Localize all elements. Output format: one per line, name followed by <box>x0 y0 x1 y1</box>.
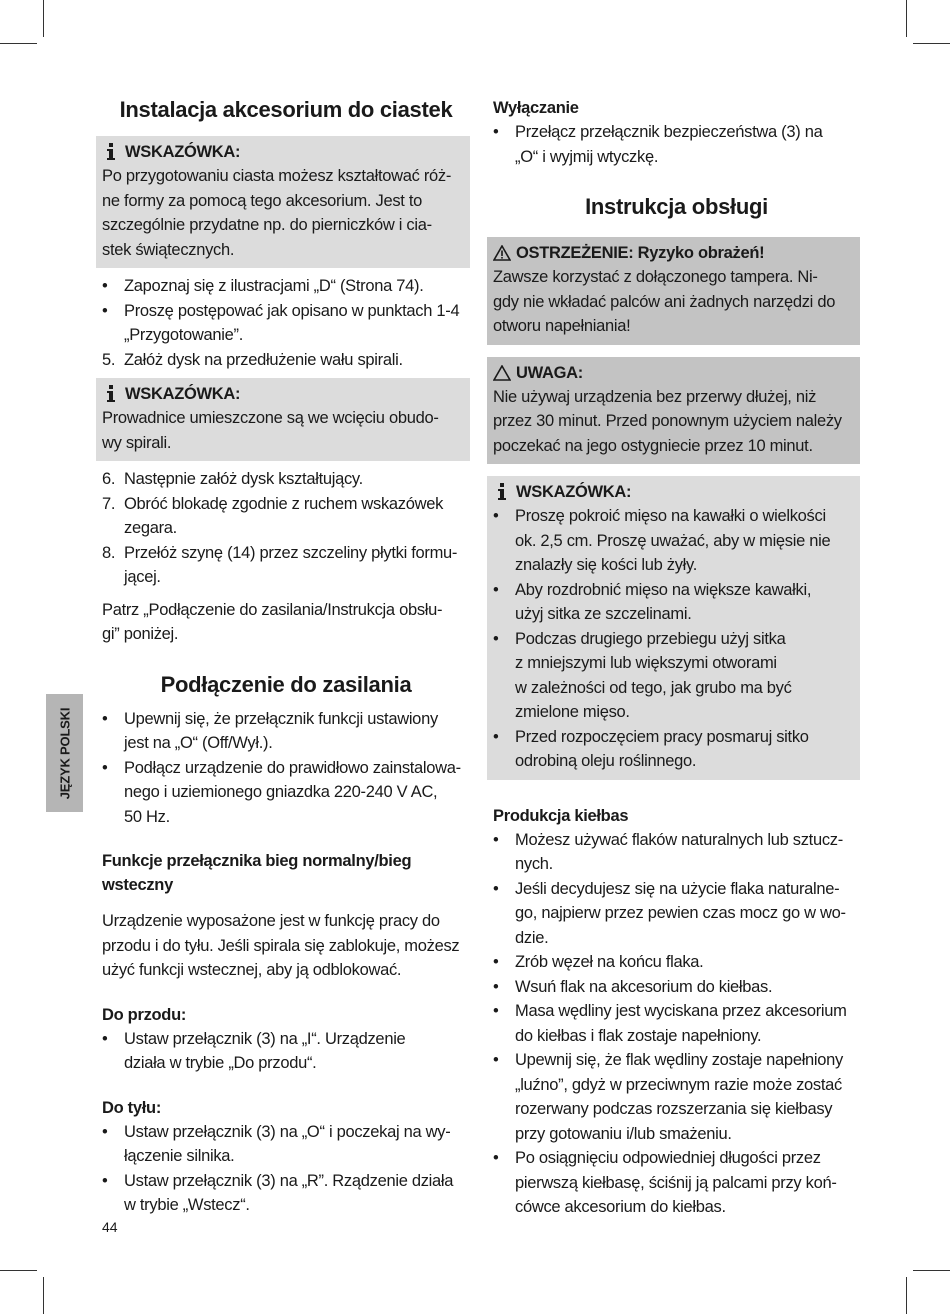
list-marker: • <box>493 629 499 648</box>
list-marker: 6. <box>102 470 116 488</box>
list-item-line: „luźno”, gdyż w przeciwnym razie może zostać <box>515 1075 842 1094</box>
list-marker: • <box>493 879 499 898</box>
caution-title: UWAGA: <box>516 363 583 382</box>
note-text <box>102 164 464 262</box>
list-item <box>102 467 470 492</box>
text-line: Urządzenie wyposażone jest w funkcję pracy do <box>102 912 440 930</box>
list-item <box>102 756 470 830</box>
subheading-off: Wyłączanie <box>493 99 579 117</box>
crop-mark <box>913 43 950 44</box>
text-line: wsteczny <box>102 876 173 894</box>
list-item <box>102 1169 470 1218</box>
list-item-line: w trybie „Wstecz“. <box>124 1196 250 1214</box>
list-item-line: w zależności od tego, jak grubo ma być <box>515 678 792 697</box>
list-item-line: go, najpierw przez pewien czas mocz go w wo- <box>515 904 846 922</box>
list-item <box>493 828 860 877</box>
left-column <box>102 96 470 1218</box>
list-item-line: rozerwany podczas rozszerzania się kiełbasy <box>515 1100 833 1118</box>
list-marker: • <box>102 1171 108 1190</box>
section-title-power: Podłączenie do zasilania <box>160 671 412 697</box>
list-item-line: Upewnij się, że przełącznik funkcji ustawiony <box>124 709 438 728</box>
text-line: otworu napełniania! <box>493 317 631 335</box>
section-title-operation: Instrukcja obsługi <box>585 194 768 219</box>
list <box>493 504 854 774</box>
list-item-line: Aby rozdrobnić mięso na większe kawałki, <box>515 580 812 599</box>
list-item-line: Możesz używać flaków naturalnych lub sztucz- <box>515 830 843 849</box>
list-item <box>493 1146 860 1220</box>
list-marker: • <box>493 727 499 746</box>
list-item-line: znalazły się kości lub żyły. <box>515 556 698 574</box>
crop-mark <box>906 1277 907 1314</box>
see-paragraph <box>102 598 470 647</box>
crop-mark <box>0 1270 37 1271</box>
list-item-line: do kiełbas i flak zostaje napełniony. <box>515 1026 762 1045</box>
note-text <box>102 406 464 455</box>
note-title: WSKAZÓWKA: <box>125 385 241 403</box>
list-item-line: jącej. <box>124 568 161 586</box>
list-item <box>493 999 860 1048</box>
list-item <box>102 1120 470 1169</box>
list-item <box>493 504 854 578</box>
list-marker: 8. <box>102 543 116 562</box>
list-marker: • <box>102 709 108 728</box>
list-item-line: Podłącz urządzenie do prawidłowo zainstalowa- <box>124 758 461 777</box>
list-item <box>102 541 470 590</box>
list-item <box>493 877 860 951</box>
text-line: Prowadnice umieszczone są we wcięciu obudo- <box>102 409 439 427</box>
list-item-line: Po osiągnięciu odpowiedniej długości przez <box>515 1149 821 1167</box>
list-item-line: działa w trybie „Do przodu“. <box>124 1054 317 1072</box>
list-item <box>102 1027 470 1076</box>
numbered-list <box>102 467 470 590</box>
subheading-sausage: Produkcja kiełbas <box>493 806 629 825</box>
list-item-line: Jeśli decydujesz się na użycie flaka naturalne- <box>515 879 840 898</box>
list-item-line: Proszę postępować jak opisano w punktach 1-4 <box>124 301 460 320</box>
note-title: WSKAZÓWKA: <box>125 143 241 161</box>
list <box>102 274 470 372</box>
list-marker: • <box>102 1029 108 1048</box>
text-line: Po przygotowaniu ciasta możesz kształtować róż- <box>102 167 452 185</box>
list-item-line: Następnie załóż dysk kształtujący. <box>124 470 363 488</box>
right-column <box>493 96 860 1220</box>
info-icon <box>102 143 120 161</box>
list-item-line: Ustaw przełącznik (3) na „R”. Rządzenie działa <box>124 1171 454 1190</box>
list-item-line: Upewnij się, że flak wędliny zostaje napełniony <box>515 1051 844 1069</box>
side-tab-label: JĘZYK POLSKI <box>57 707 73 799</box>
list-item-line: „Przygotowanie”. <box>124 326 243 344</box>
list-item-line: nych. <box>515 855 553 873</box>
text-line: stek świątecznych. <box>102 240 235 259</box>
text-line: Nie używaj urządzenia bez przerwy dłużej, niż <box>493 387 817 406</box>
page-number: 44 <box>102 1219 118 1235</box>
list-item-line: z mniejszymi lub większymi otworami <box>515 654 777 672</box>
note-box <box>96 136 470 268</box>
list-item-line: Ustaw przełącznik (3) na „I“. Urządzenie <box>124 1029 406 1048</box>
list-item <box>102 492 470 541</box>
list-item-line: zegara. <box>124 519 177 537</box>
crop-mark <box>913 1270 950 1271</box>
crop-mark <box>906 0 907 37</box>
list-item-line: przy gotowaniu i/lub smażeniu. <box>515 1124 732 1143</box>
list-item-line: Przełącz przełącznik bezpieczeństwa (3) na <box>515 123 823 141</box>
list <box>493 828 860 1220</box>
list-item-line: Przed rozpoczęciem pracy posmaruj sitko <box>515 727 809 746</box>
list-item <box>102 348 470 373</box>
list-item-line: pierwszą kiełbasę, ściśnij ją palcami przy koń- <box>515 1173 837 1192</box>
list-marker: • <box>102 758 108 777</box>
list <box>493 120 860 169</box>
list-marker: • <box>493 977 499 996</box>
list-marker: • <box>102 301 108 320</box>
crop-mark <box>0 43 37 44</box>
section-title-cookie: Instalacja akcesorium do ciastek <box>119 97 453 122</box>
list-item <box>493 975 860 1000</box>
list-marker: • <box>493 580 499 599</box>
note-box <box>487 476 860 780</box>
text-line: Zawsze korzystać z dołączonego tampera. Ni- <box>493 268 818 286</box>
list-item-line: łączenie silnika. <box>124 1147 235 1165</box>
list-marker: • <box>493 1002 499 1020</box>
list-marker: • <box>493 123 499 141</box>
warning-title: OSTRZEŻENIE: Ryzyko obrażeń! <box>516 244 765 262</box>
text-line: poczekać na jego ostygniecie przez 10 minut. <box>493 436 813 455</box>
text-line: szczególnie przydatne np. do pierniczków i cia- <box>102 216 432 234</box>
caution-triangle-icon <box>493 365 511 381</box>
list-item-line: Masa wędliny jest wyciskana przez akcesorium <box>515 1002 847 1020</box>
list-item-line: „O“ i wyjmij wtyczkę. <box>515 147 659 166</box>
list-item-line: Zapoznaj się z ilustracjami „D“ (Strona 74). <box>124 277 424 295</box>
list-marker: • <box>493 507 499 525</box>
text-line: Patrz „Podłączenie do zasilania/Instrukcja obsłu- <box>102 600 443 619</box>
list-item-line: Zrób węzeł na końcu flaka. <box>515 953 704 971</box>
list-item-line: Ustaw przełącznik (3) na „O“ i poczekaj na wy- <box>124 1122 451 1141</box>
text-line: użyć funkcji wstecznej, aby ją odblokować. <box>102 961 402 979</box>
list-item <box>102 707 470 756</box>
list-marker: 5. <box>102 350 116 369</box>
caution-box <box>487 357 860 465</box>
list-item <box>493 578 854 627</box>
list-marker: 7. <box>102 494 116 513</box>
warning-box <box>487 237 860 345</box>
list-item-line: użyj sitka ze szczelinami. <box>515 605 692 623</box>
list-item-line: jest na „O“ (Off/Wył.). <box>124 734 273 752</box>
crop-mark <box>43 0 44 37</box>
list-item-line: ok. 2,5 cm. Proszę uważać, aby w mięsie nie <box>515 531 831 550</box>
list-item-line: dzie. <box>515 928 549 947</box>
list-item-line: Przełóż szynę (14) przez szczeliny płytki formu- <box>124 543 458 562</box>
list-item <box>493 950 860 975</box>
list-item-line: odrobiną oleju roślinnego. <box>515 752 697 770</box>
text-line: przodu i do tyłu. Jeśli spirala się zablokuje, możesz <box>102 936 460 955</box>
language-side-tab <box>46 694 83 812</box>
list-marker: • <box>493 1051 499 1069</box>
switch-paragraph <box>102 909 470 983</box>
subheading-switch <box>102 849 470 897</box>
list-marker: • <box>493 830 499 849</box>
text-line: przez 30 minut. Przed ponownym użyciem należy <box>493 412 842 430</box>
list-marker: • <box>493 953 499 971</box>
list-marker: • <box>102 277 108 295</box>
list <box>102 1120 470 1218</box>
list-item <box>102 274 470 299</box>
list-item <box>493 725 854 774</box>
list <box>102 707 470 830</box>
list-marker: • <box>102 1122 108 1141</box>
list-item-line: 50 Hz. <box>124 807 170 826</box>
list-item <box>493 627 854 725</box>
text-line: Funkcje przełącznika bieg normalny/bieg <box>102 852 412 870</box>
caution-text <box>493 385 854 459</box>
text-line: gi” poniżej. <box>102 625 179 643</box>
warning-text <box>493 265 854 339</box>
info-icon <box>493 483 511 501</box>
text-line: ne formy za pomocą tego akcesorium. Jest to <box>102 191 423 210</box>
list-item-line: Obróć blokadę zgodnie z ruchem wskazówek <box>124 494 444 513</box>
info-icon <box>102 385 120 403</box>
list-item <box>493 120 860 169</box>
list-item-line: Proszę pokroić mięso na kawałki o wielkości <box>515 507 826 525</box>
crop-mark <box>43 1277 44 1314</box>
list <box>102 1027 470 1076</box>
list-item-line: nego i uziemionego gniazdka 220-240 V AC, <box>124 783 438 801</box>
list-item-line: zmielone mięso. <box>515 703 630 721</box>
text-line: gdy nie wkładać palców ani żadnych narzędzi do <box>493 292 836 311</box>
list-item-line: Załóż dysk na przedłużenie wału spirali. <box>124 350 403 369</box>
list-marker: • <box>493 1149 499 1167</box>
list-item <box>102 299 470 348</box>
list-item-line: Podczas drugiego przebiegu użyj sitka <box>515 629 786 648</box>
list-item <box>493 1048 860 1146</box>
warning-triangle-icon <box>493 245 511 261</box>
subheading-back: Do tyłu: <box>102 1098 162 1117</box>
note-title: WSKAZÓWKA: <box>516 483 632 501</box>
subheading-forward: Do przodu: <box>102 1005 187 1024</box>
note-box <box>96 378 470 461</box>
text-line: wy spirali. <box>102 433 172 452</box>
list-item-line: Wsuń flak na akcesorium do kiełbas. <box>515 977 773 996</box>
list-item-line: cówce akcesorium do kiełbas. <box>515 1198 726 1216</box>
